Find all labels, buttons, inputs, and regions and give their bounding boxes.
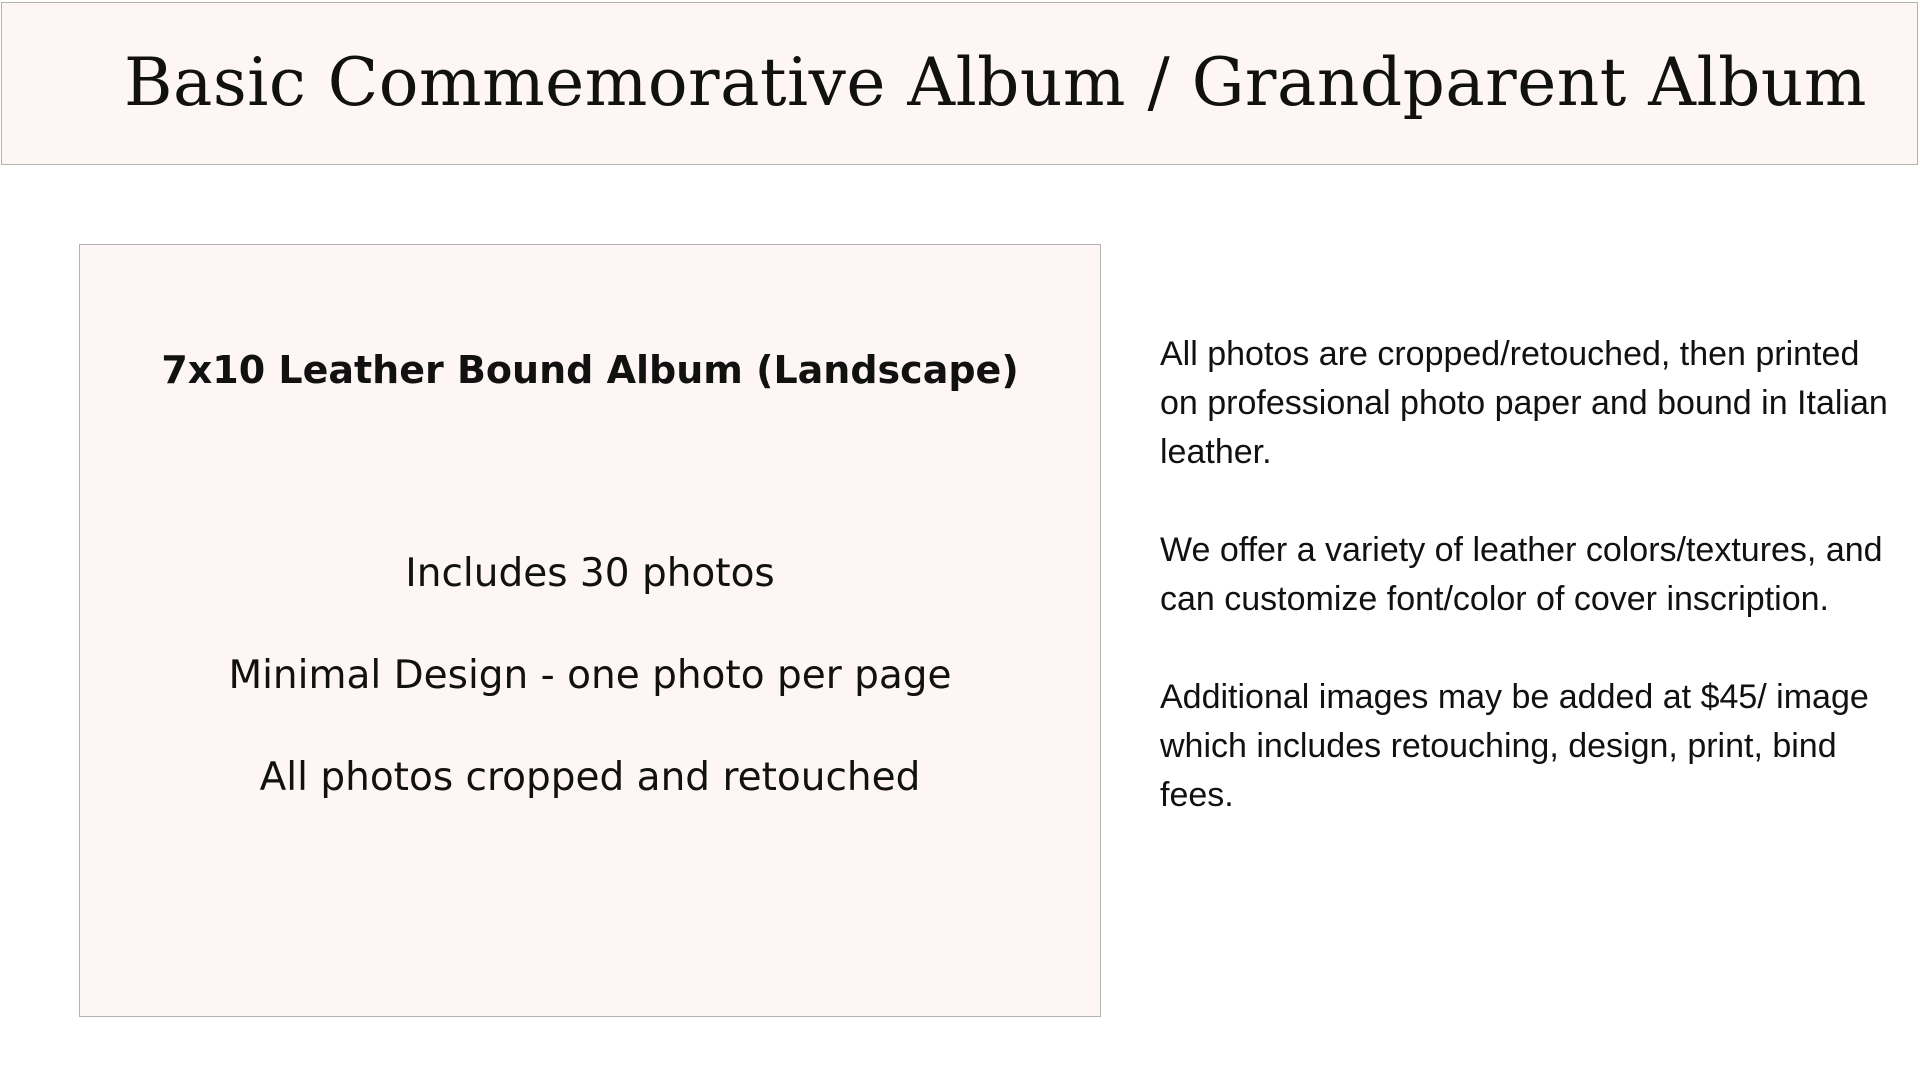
package-title: 7x10 Leather Bound Album (Landscape): [161, 348, 1019, 392]
feature-photo-count: Includes 30 photos: [405, 551, 775, 596]
feature-retouching: All photos cropped and retouched: [259, 755, 921, 800]
description-customization: We offer a variety of leather colors/textures, and can customize font/color of cover inscription.: [1160, 531, 1883, 618]
feature-list: [80, 549, 1100, 855]
title-banner: [1, 2, 1918, 165]
description-column: [1160, 330, 1900, 869]
description-printing: All photos are cropped/retouched, then printed on professional photo paper and bound in Italian leather.: [1160, 335, 1888, 471]
feature-design: Minimal Design - one photo per page: [228, 653, 952, 698]
package-card: [79, 244, 1101, 1017]
description-additional-images: Additional images may be added at $45/ image which includes retouching, design, print, bind fees.: [1160, 678, 1869, 814]
page-title: Basic Commemorative Album / Grandparent Album: [124, 44, 1867, 121]
